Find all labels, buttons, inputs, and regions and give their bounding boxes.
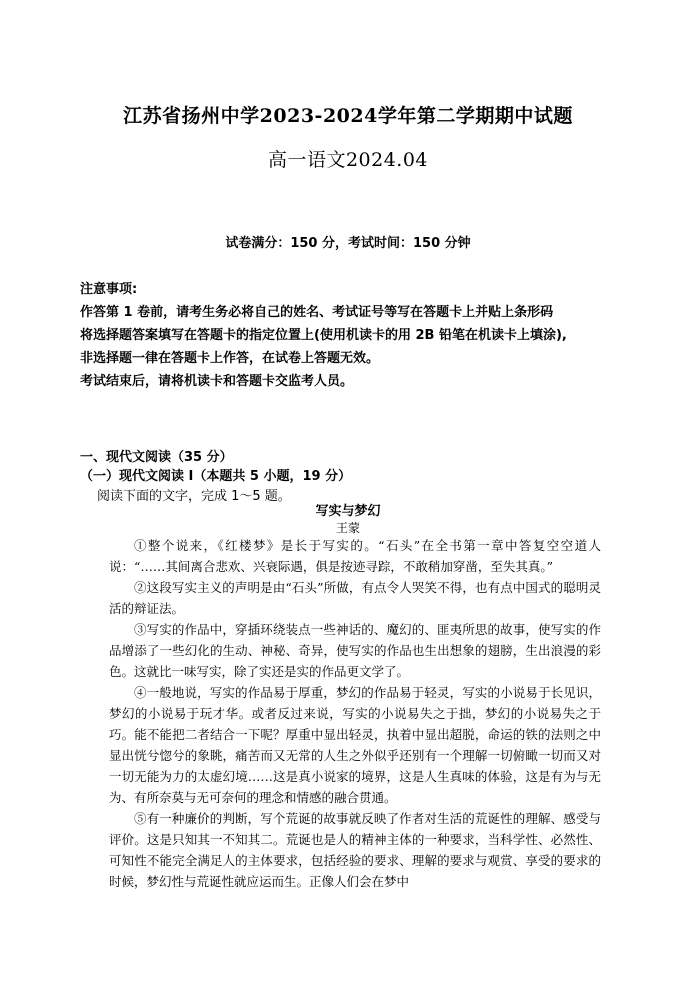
reading-instruction: 阅读下面的文字，完成 1～5 题。 xyxy=(97,489,291,504)
notes-line: 作答第 1 卷前，请考生务必将自己的姓名、考试证号等写在答题卡上并贴上条形码 xyxy=(80,305,554,320)
notes-heading: 注意事项: xyxy=(80,282,138,297)
part-heading: 一、现代文阅读（35 分） xyxy=(80,450,233,465)
notes-line: 考试结束后，请将机读卡和答题卡交监考人员。 xyxy=(80,374,354,389)
exam-subtitle: 高一语文2024.04 xyxy=(267,149,429,171)
exam-title: 江苏省扬州中学2023-2024学年第二学期期中试题 xyxy=(123,105,573,127)
article-paragraph: ①整个说来，《红楼梦》是长于写实的。“石头”在全书第一章中答复空空道人说：“……其间离合悲欢、兴衰际遇，俱是按迹寻踪，不敢稍加穿凿，至失其真。” xyxy=(109,538,601,574)
article-title: 写实与梦幻 xyxy=(315,504,381,519)
sub-heading: （一）现代文阅读 I（本题共 5 小题，19 分） xyxy=(80,469,352,484)
article-body xyxy=(109,535,601,892)
article-paragraph: ③写实的作品中，穿插环绕装点一些神话的、魔幻的、匪夷所思的故事，使写实的作品增添了一些幻化的生动、神秘、奇异，使写实的作品也生出想象的翅膀，生出浪漫的彩色。这就比一味写实，除了实还是实的作品更文学了。 xyxy=(109,622,601,679)
exam-info: 试卷满分：150 分，考试时间：150 分钟 xyxy=(225,236,471,251)
notes-line: 非选择题一律在答题卡上作答，在试卷上答题无效。 xyxy=(80,351,380,366)
article-paragraph: ⑤有一种廉价的判断，写个荒诞的故事就反映了作者对生活的荒诞性的理解、感受与评价。这是只知其一不知其二。荒诞也是人的精神主体的一种要求，当科学性、必然性、可知性不能完全满足人的主体要求，包括经验的要求、理解的要求与观赏、享受的要求的时候，梦幻性与荒诞性就应运而生。正像人们会在梦中 xyxy=(109,811,601,889)
article-paragraph: ②这段写实主义的声明是由“石头”所做，有点令人哭笑不得，也有点中国式的聪明灵活的辩证法。 xyxy=(109,580,601,616)
article-author: 王蒙 xyxy=(335,521,360,535)
notes-block xyxy=(80,278,620,393)
article-paragraph: ④一般地说，写实的作品易于厚重，梦幻的作品易于轻灵，写实的小说易于长见识，梦幻的小说易于玩才华。或者反过来说，写实的小说易失之于拙，梦幻的小说易失之于巧。能不能把二者结合一下呢？厚重中显出轻灵，执着中显出超脱，命运的铁的法则之中显出恍兮惚兮的象眺，痛苦而又无常的人生之外似乎还别有一个理解一切俯瞰一切而又对一切无能为力的太虚幻境……这是真小说家的境界，这是人生真味的体验，这是有为与无为、有所奈莫与无可奈何的理念和情感的融合贯通。 xyxy=(109,685,601,805)
notes-line: 将选择题答案填写在答题卡的指定位置上(使用机读卡的用 2B 铅笔在机读卡上填涂), xyxy=(80,328,567,343)
